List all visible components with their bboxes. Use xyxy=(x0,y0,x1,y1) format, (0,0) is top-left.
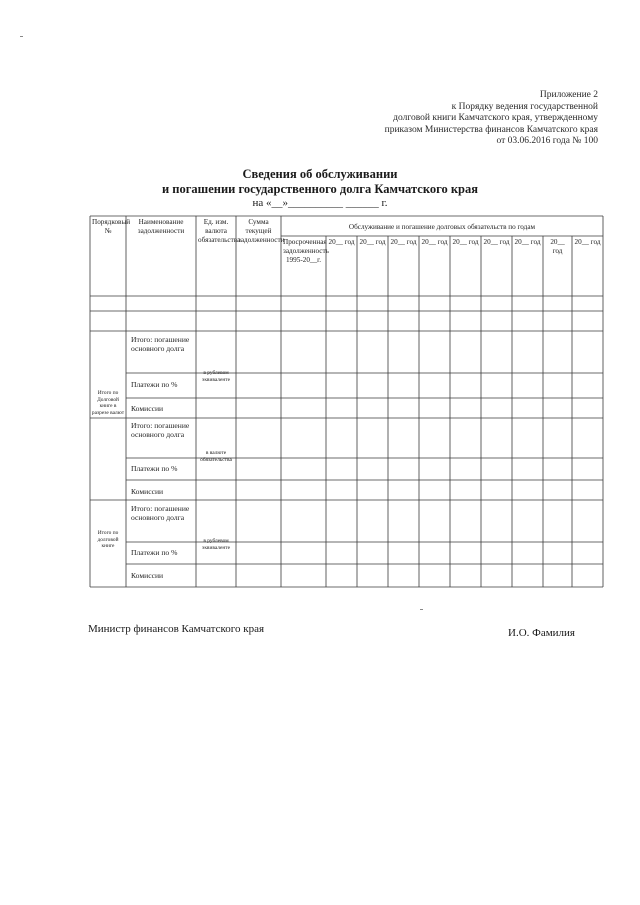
header-year-3: 20__ год xyxy=(390,238,417,246)
appendix-number: Приложение 2 xyxy=(539,90,598,100)
header-unit-currency: Ед. изм. валюта обязательства xyxy=(198,218,241,244)
group1-row-principal: Итого: погашение основного долга xyxy=(131,335,190,353)
group1b-row-interest: Платежи по % xyxy=(131,464,178,473)
scan-speck-2 xyxy=(420,609,423,610)
header-order-number: Порядковый № xyxy=(92,218,131,235)
header-year-4: 20__ год xyxy=(421,238,448,246)
header-year-2: 20__ год xyxy=(359,238,386,246)
report-date-line: на «__»__________ ______ г. xyxy=(252,197,388,209)
title-line-2: и погашении государственного долга Камчатского края xyxy=(161,182,479,196)
header-year-9: 20__ год xyxy=(574,238,601,246)
group2-row-interest: Платежи по % xyxy=(131,548,178,557)
group2-row-commission: Комиссии xyxy=(131,571,164,580)
group-total-label: Итого по долговой книге xyxy=(97,530,119,550)
header-year-5: 20__ год xyxy=(452,238,479,246)
header-current-debt: Сумма текущей задолженности xyxy=(238,218,285,244)
appendix-line-3: приказом Министерства финансов Камчатского края xyxy=(384,124,598,135)
header-year-7: 20__ год xyxy=(514,238,541,246)
title-line-1: Сведения об обслуживании xyxy=(242,167,398,181)
appendix-line-2: долговой книги Камчатского края, утвержденному xyxy=(393,113,598,123)
group2-row-principal: Итого: погашение основного долга xyxy=(131,504,190,522)
group1-row-interest: Платежи по % xyxy=(131,380,178,389)
group1b-unit-currency: в валюте обязательства xyxy=(200,450,232,463)
header-year-6: 20__ год xyxy=(483,238,510,246)
signer-name: И.О. Фамилия xyxy=(508,627,575,639)
header-overdue-debt: Просроченная задолженность 1995-20__г. xyxy=(283,238,329,264)
appendix-line-4: от 03.06.2016 года № 100 xyxy=(496,136,598,146)
group1-row-commission: Комиссии xyxy=(131,404,164,413)
header-service-by-years: Обслуживание и погашение долговых обязательств по годам xyxy=(348,223,536,231)
header-debt-name: Наименование задолженности xyxy=(137,218,185,235)
header-year-8: 20__ год xyxy=(550,238,565,255)
group-by-currency-label: Итого по Долговой книге в разрезе валют xyxy=(91,390,125,416)
appendix-line-1: к Порядку ведения государственной xyxy=(451,101,598,112)
signer-position: Министр финансов Камчатского края xyxy=(88,623,265,635)
group2-unit-rub: в рублевом эквиваленте xyxy=(202,538,230,551)
group1b-row-principal: Итого: погашение основного долга xyxy=(131,421,190,439)
header-year-1: 20__ год xyxy=(328,238,355,246)
group1b-row-commission: Комиссии xyxy=(131,487,164,496)
group1-unit-rub: в рублевом эквиваленте xyxy=(202,370,230,383)
